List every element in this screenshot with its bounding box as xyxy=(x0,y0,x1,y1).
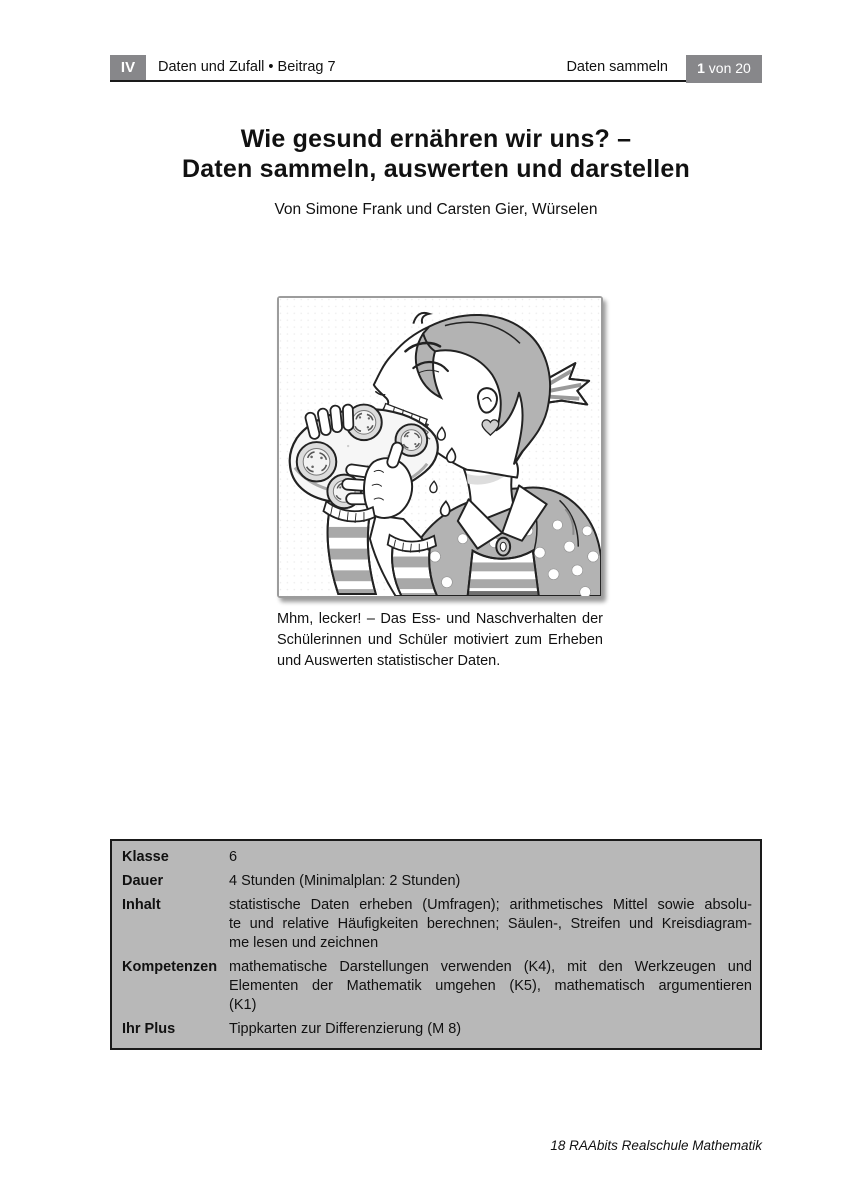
value-line: (K1) xyxy=(229,997,257,1013)
row-label: Ihr Plus xyxy=(122,1021,176,1037)
row-value xyxy=(229,848,752,867)
row-value xyxy=(229,872,752,891)
header-rule xyxy=(110,80,762,82)
caption-line: Schülerinnen und Schüler motiviert zum Erheben xyxy=(277,632,603,648)
value-line: 4 Stunden (Minimalplan: 2 Stunden) xyxy=(229,873,461,889)
row-label: Kompetenzen xyxy=(122,959,218,975)
page-total: von 20 xyxy=(704,60,751,76)
table-row-inhalt xyxy=(122,896,752,953)
value-line: statistische Daten erheben (Umfragen); arithmetisches Mittel sowie absolu- xyxy=(229,897,752,913)
row-label: Inhalt xyxy=(122,897,161,913)
table-row-klasse xyxy=(122,848,752,867)
header-subtopic: Daten sammeln xyxy=(566,59,668,75)
page-indicator xyxy=(686,55,762,83)
row-label: Klasse xyxy=(122,849,169,865)
value-line: 6 xyxy=(229,849,238,865)
caption-line: und Auswerten statistischer Daten. xyxy=(277,653,501,669)
value-line: me lesen und zeichnen xyxy=(229,935,379,951)
row-value xyxy=(229,958,752,1015)
figure-frame xyxy=(277,296,603,598)
row-label: Dauer xyxy=(122,873,164,889)
lesson-info-table xyxy=(110,839,762,1050)
title-line-1: Wie gesund ernähren wir uns? – xyxy=(240,125,632,153)
byline: Von Simone Frank und Carsten Gier, Würselen xyxy=(274,201,598,218)
footer-imprint: 18 RAAbits Realschule Mathematik xyxy=(550,1138,762,1153)
value-line: Elementen der Mathematik umgehen (K5), mathematisch argumentieren xyxy=(229,978,752,994)
figure-caption xyxy=(277,609,603,672)
header-topic: Daten und Zufall • Beitrag 7 xyxy=(158,59,336,75)
page-number: 1 xyxy=(697,60,705,76)
page-header xyxy=(110,55,762,87)
row-value xyxy=(229,896,752,953)
caption-line: Mhm, lecker! – Das Ess- und Naschverhalten der xyxy=(277,611,603,627)
girl-eating-illustration xyxy=(279,298,601,596)
title-line-2: Daten sammeln, auswerten und darstellen xyxy=(182,155,690,183)
value-line: mathematische Darstellungen verwenden (K4), mit den Werkzeugen und xyxy=(229,959,752,975)
table-row-ihr-plus xyxy=(122,1020,752,1039)
value-line: Tippkarten zur Differenzierung (M 8) xyxy=(229,1021,462,1037)
table-row-kompetenzen xyxy=(122,958,752,1015)
value-line: te und relative Häufigkeiten berechnen; Säulen-, Streifen und Kreisdiagram- xyxy=(229,916,752,932)
page-title xyxy=(110,124,762,184)
section-badge: IV xyxy=(110,55,146,80)
row-value xyxy=(229,1020,752,1039)
table-row-dauer xyxy=(122,872,752,891)
